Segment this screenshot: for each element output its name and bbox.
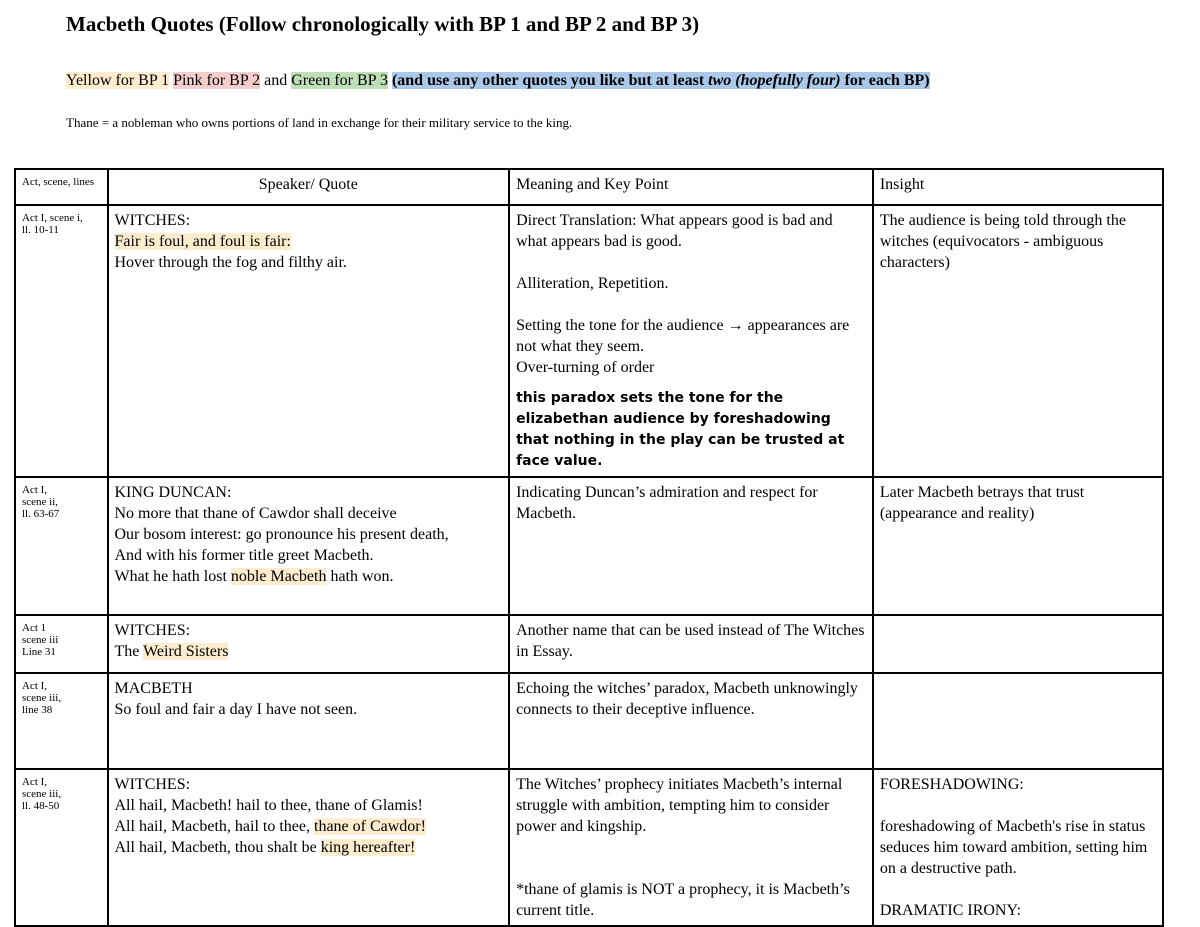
meaning-line: Direct Translation: What appears good is bad and what appears bad is good.: [516, 212, 833, 250]
row-insight: Later Macbeth betrays that trust (appearance and reality): [873, 477, 1163, 615]
row-insight: [873, 615, 1163, 673]
quote-line: And with his former title greet Macbeth.: [114, 547, 374, 564]
table-row: [15, 673, 1163, 769]
legend-and: and: [264, 72, 288, 89]
row-ref: [15, 615, 108, 673]
highlighted-quote: king hereafter!: [320, 839, 416, 856]
row-quote: [108, 477, 510, 615]
meaning-line: *thane of glamis is NOT a prophecy, it is Macbeth’s current title.: [516, 881, 850, 919]
ref-line: scene ii,: [22, 496, 59, 508]
thane-definition: Thane = a nobleman who owns portions of land in exchange for their military service to the king.: [66, 115, 573, 130]
ref-line: ll. 63-67: [22, 508, 60, 520]
legend-pink: Pink for BP 2: [173, 72, 261, 89]
table-row: [15, 205, 1163, 477]
speaker: WITCHES:: [114, 776, 191, 793]
speaker: MACBETH: [114, 680, 193, 697]
meaning-bold-note: this paradox sets the tone for the elizabethan audience by foreshadowing that nothing in the play can be trusted at face value.: [516, 390, 845, 469]
quote-line: Our bosom interest: go pronounce his present death,: [114, 526, 449, 543]
row-meaning: Echoing the witches’ paradox, Macbeth unknowingly connects to their deceptive influence.: [509, 673, 873, 769]
row-insight: [873, 673, 1163, 769]
header-insight: Insight: [873, 169, 1163, 205]
speaker: WITCHES:: [114, 622, 191, 639]
table-row: [15, 477, 1163, 615]
ref-line: scene iii,: [22, 788, 62, 800]
row-meaning: Another name that can be used instead of The Witches in Essay.: [509, 615, 873, 673]
ref-line: Act I,: [22, 776, 48, 788]
row-ref: [15, 205, 108, 477]
ref-line: scene iii,: [22, 692, 62, 704]
quote-line: All hail, Macbeth! hail to thee, thane of Glamis!: [114, 797, 423, 814]
speaker: KING DUNCAN:: [114, 484, 232, 501]
row-quote: [108, 673, 510, 769]
row-quote: [108, 769, 510, 926]
ref-line: Act I,: [22, 484, 48, 496]
insight-line: foreshadowing of Macbeth's rise in status seduces him toward ambition, setting him on a destructive path.: [879, 818, 1148, 877]
header-speaker-quote: Speaker/ Quote: [108, 169, 510, 205]
ref-line: Act I, scene i,: [22, 212, 83, 224]
table-header-row: [15, 169, 1163, 205]
highlighted-quote: Fair is foul, and foul is fair:: [114, 233, 291, 250]
legend-green: Green for BP 3: [291, 72, 388, 89]
highlighted-quote: Weird Sisters: [143, 643, 229, 660]
quotes-table: [14, 168, 1164, 927]
insight-line: DRAMATIC IRONY:: [879, 902, 1022, 919]
legend-note: [392, 72, 930, 89]
row-meaning: [509, 205, 873, 477]
quote-text: What he hath lost: [114, 568, 231, 585]
legend-note-end: for each BP): [844, 72, 930, 89]
color-legend: [66, 72, 930, 90]
ref-line: Line 31: [22, 646, 56, 658]
header-meaning: Meaning and Key Point: [509, 169, 873, 205]
row-meaning: Indicating Duncan’s admiration and respect for Macbeth.: [509, 477, 873, 615]
quote-line: No more that thane of Cawdor shall deceive: [114, 505, 397, 522]
quote-line: So foul and fair a day I have not seen.: [114, 701, 358, 718]
row-quote: [108, 615, 510, 673]
row-meaning: [509, 769, 873, 926]
ref-line: ll. 48-50: [22, 800, 60, 812]
row-ref: [15, 769, 108, 926]
row-ref: [15, 477, 108, 615]
legend-yellow: Yellow for BP 1: [66, 72, 170, 89]
insight-line: FORESHADOWING:: [879, 776, 1024, 793]
table-row: [15, 615, 1163, 673]
meaning-line: Over-turning of order: [516, 359, 655, 376]
quote-text: All hail, Macbeth, hail to thee,: [114, 818, 314, 835]
highlighted-quote: noble Macbeth: [230, 568, 327, 585]
page-title: Macbeth Quotes (Follow chronologically with BP 1 and BP 2 and BP 3): [66, 12, 700, 36]
row-ref: [15, 673, 108, 769]
meaning-line: Setting the tone for the audience → appearances are not what they seem.: [516, 317, 850, 355]
meaning-line: Alliteration, Repetition.: [516, 275, 669, 292]
speaker: WITCHES:: [114, 212, 191, 229]
row-insight: The audience is being told through the witches (equivocators - ambiguous characters): [873, 205, 1163, 477]
legend-note-start: (and use any other quotes you like but at least: [391, 72, 705, 89]
legend-note-italic: two (hopefully four): [708, 72, 841, 89]
meaning-line: The Witches’ prophecy initiates Macbeth’s internal struggle with ambition, tempting him to consider power and kingship.: [516, 776, 843, 835]
row-insight: [873, 769, 1163, 926]
quote-line: Hover through the fog and filthy air.: [114, 254, 347, 271]
highlighted-quote: thane of Cawdor!: [314, 818, 426, 835]
ref-line: ll. 10-11: [22, 224, 59, 236]
row-quote: [108, 205, 510, 477]
ref-line: Act 1: [22, 622, 47, 634]
header-act-scene: Act, scene, lines: [15, 169, 108, 205]
ref-line: Act I,: [22, 680, 48, 692]
ref-line: line 38: [22, 704, 53, 716]
quote-text: All hail, Macbeth, thou shalt be: [114, 839, 321, 856]
quote-text: The: [114, 643, 144, 660]
quote-text: hath won.: [326, 568, 394, 585]
ref-line: scene iii: [22, 634, 59, 646]
table-row: [15, 769, 1163, 926]
